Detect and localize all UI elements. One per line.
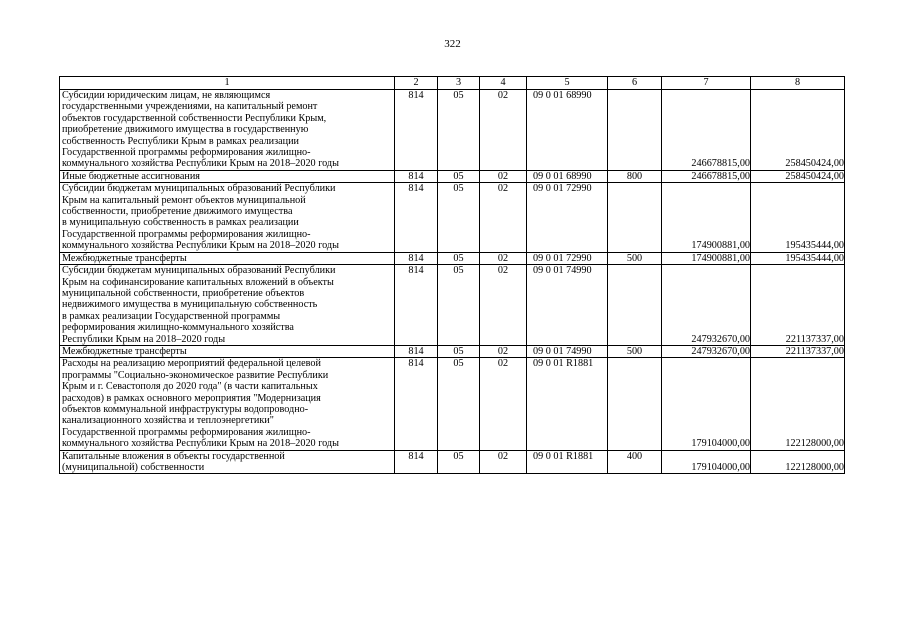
- subsection-code: 02: [480, 358, 527, 450]
- table-row: [60, 252, 845, 264]
- column-header: 5: [527, 77, 608, 90]
- section-code: 05: [438, 345, 480, 357]
- ministry-code: 814: [395, 345, 438, 357]
- expense-type-code: 500: [608, 252, 662, 264]
- row-description: Межбюджетные трансферты: [60, 345, 395, 357]
- column-header: 2: [395, 77, 438, 90]
- amount-col7: 179104000,00: [662, 450, 751, 474]
- subsection-code: 02: [480, 183, 527, 252]
- ministry-code: 814: [395, 183, 438, 252]
- target-article-code: 09 0 01 68990: [527, 170, 608, 182]
- ministry-code: 814: [395, 265, 438, 346]
- section-code: 05: [438, 265, 480, 346]
- column-header: 3: [438, 77, 480, 90]
- subsection-code: 02: [480, 90, 527, 171]
- target-article-code: 09 0 01 R1881: [527, 358, 608, 450]
- section-code: 05: [438, 252, 480, 264]
- row-description: Межбюджетные трансферты: [60, 252, 395, 264]
- table-row: [60, 183, 845, 252]
- page-number: 322: [444, 38, 461, 50]
- expense-type-code: [608, 358, 662, 450]
- row-description: Капитальные вложения в объекты государственной (муниципальной) собственности: [60, 450, 395, 474]
- section-code: 05: [438, 90, 480, 171]
- table-row: [60, 450, 845, 474]
- amount-col8: 258450424,00: [751, 170, 845, 182]
- subsection-code: 02: [480, 450, 527, 474]
- expense-type-code: 800: [608, 170, 662, 182]
- expense-type-code: 400: [608, 450, 662, 474]
- column-header: 1: [60, 77, 395, 90]
- section-code: 05: [438, 170, 480, 182]
- target-article-code: 09 0 01 68990: [527, 90, 608, 171]
- subsection-code: 02: [480, 265, 527, 346]
- ministry-code: 814: [395, 170, 438, 182]
- table-row: [60, 265, 845, 346]
- row-description: Субсидии бюджетам муниципальных образований Республики Крым на капитальный ремонт объектов муниципальной собственности, приобретение движимого имущества в муниципальную собственность в рамках реализации Государственной программы реформирования жилищно- коммунального хозяйства Республики Крым на 2018–2020 годы: [60, 183, 395, 252]
- amount-col8: 221137337,00: [751, 265, 845, 346]
- table-row: [60, 90, 845, 171]
- table-row: [60, 345, 845, 357]
- target-article-code: 09 0 01 R1881: [527, 450, 608, 474]
- amount-col8: 122128000,00: [751, 450, 845, 474]
- target-article-code: 09 0 01 74990: [527, 345, 608, 357]
- table-row: [60, 358, 845, 450]
- row-description: Расходы на реализацию мероприятий федеральной целевой программы "Социально-экономическое развитие Республики Крым и г. Севастополя до 2020 года" (в части капитальных расходов) в рамках основного мероприятия "Модернизация объектов коммунальной инфраструктуры водопроводно- канализационного хозяйства и теплоэнергетики" Государственной программы реформирования жилищно- коммунального хозяйства Республики Крым на 2018–2020 годы: [60, 358, 395, 450]
- column-header: 4: [480, 77, 527, 90]
- amount-col7: 246678815,00: [662, 90, 751, 171]
- subsection-code: 02: [480, 252, 527, 264]
- amount-col8: 195435444,00: [751, 252, 845, 264]
- amount-col8: 122128000,00: [751, 358, 845, 450]
- amount-col7: 174900881,00: [662, 252, 751, 264]
- row-description: Субсидии бюджетам муниципальных образований Республики Крым на софинансирование капитальных вложений в объекты муниципальной собственности, приобретение объектов недвижимого имущества в муниципальную собственность в рамках реализации Государственной программы реформирования жилищно-коммунального хозяйства Республики Крым на 2018–2020 годы: [60, 265, 395, 346]
- ministry-code: 814: [395, 450, 438, 474]
- amount-col8: 258450424,00: [751, 90, 845, 171]
- expense-type-code: 500: [608, 345, 662, 357]
- amount-col7: 247932670,00: [662, 265, 751, 346]
- amount-col7: 179104000,00: [662, 358, 751, 450]
- expense-type-code: [608, 183, 662, 252]
- subsection-code: 02: [480, 170, 527, 182]
- section-code: 05: [438, 183, 480, 252]
- column-header: 8: [751, 77, 845, 90]
- amount-col7: 246678815,00: [662, 170, 751, 182]
- amount-col8: 221137337,00: [751, 345, 845, 357]
- header-row: [60, 77, 845, 90]
- row-description: Иные бюджетные ассигнования: [60, 170, 395, 182]
- expense-type-code: [608, 90, 662, 171]
- column-header: 7: [662, 77, 751, 90]
- target-article-code: 09 0 01 72990: [527, 252, 608, 264]
- ministry-code: 814: [395, 90, 438, 171]
- expense-type-code: [608, 265, 662, 346]
- table-row: [60, 170, 845, 182]
- subsection-code: 02: [480, 345, 527, 357]
- target-article-code: 09 0 01 72990: [527, 183, 608, 252]
- amount-col7: 174900881,00: [662, 183, 751, 252]
- budget-table: [59, 76, 845, 474]
- row-description: Субсидии юридическим лицам, не являющимся государственными учреждениями, на капитальный ремонт объектов государственной собственности Республики Крым, приобретение движимого имущества в государственную собственность Республики Крым в рамках реализации Государственной программы реформирования жилищно- коммунального хозяйства Республики Крым на 2018–2020 годы: [60, 90, 395, 171]
- ministry-code: 814: [395, 252, 438, 264]
- ministry-code: 814: [395, 358, 438, 450]
- section-code: 05: [438, 358, 480, 450]
- section-code: 05: [438, 450, 480, 474]
- amount-col7: 247932670,00: [662, 345, 751, 357]
- amount-col8: 195435444,00: [751, 183, 845, 252]
- column-header: 6: [608, 77, 662, 90]
- target-article-code: 09 0 01 74990: [527, 265, 608, 346]
